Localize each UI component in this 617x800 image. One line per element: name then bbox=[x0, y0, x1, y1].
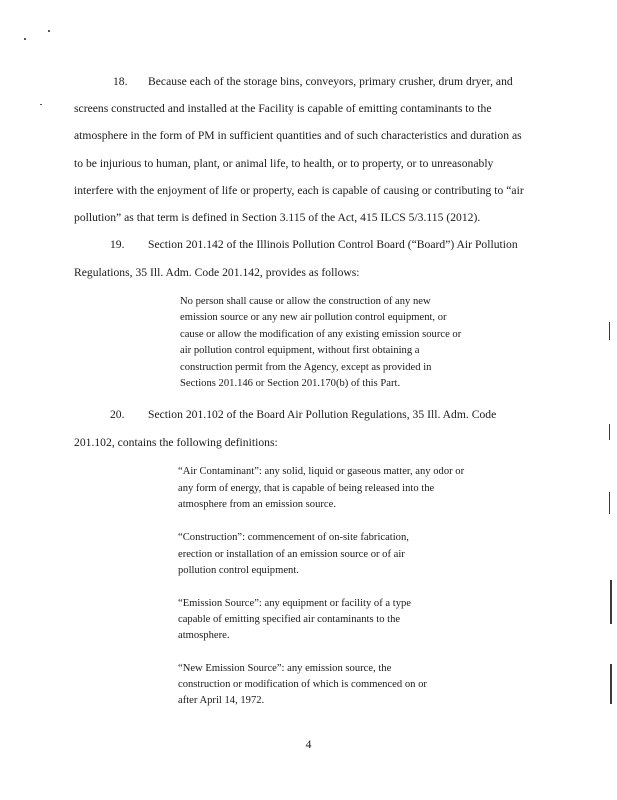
paragraph-20-line: Section 201.102 of the Board Air Pollution Regulations, 35 Ill. Adm. Code bbox=[148, 408, 497, 421]
scan-edge-mark bbox=[609, 492, 610, 514]
definition-air-contaminant: atmosphere from an emission source. bbox=[178, 499, 336, 510]
paragraph-19-number: 19. bbox=[110, 238, 125, 251]
definition-construction: erection or installation of an emission source or of air bbox=[178, 549, 405, 560]
scan-speck bbox=[40, 104, 42, 105]
definition-construction: “Construction”: commencement of on-site fabrication, bbox=[178, 532, 409, 543]
definition-construction: pollution control equipment. bbox=[178, 565, 299, 576]
scan-speck bbox=[24, 38, 26, 40]
quote-line: construction permit from the Agency, except as provided in bbox=[180, 362, 432, 373]
quote-line: emission source or any new air pollution control equipment, or bbox=[180, 312, 447, 323]
paragraph-20-line: 201.102, contains the following definitions: bbox=[74, 436, 278, 449]
scan-edge-mark bbox=[609, 322, 610, 340]
definition-emission-source: “Emission Source”: any equipment or facility of a type bbox=[178, 598, 411, 609]
paragraph-18-line: pollution” as that term is defined in Section 3.115 of the Act, 415 ILCS 5/3.115 (2012). bbox=[74, 211, 481, 224]
paragraph-20-number: 20. bbox=[110, 408, 125, 421]
definition-air-contaminant: any form of energy, that is capable of being released into the bbox=[178, 483, 435, 494]
scan-edge-mark bbox=[610, 664, 612, 704]
paragraph-18-number: 18. bbox=[113, 75, 128, 88]
definition-emission-source: atmosphere. bbox=[178, 630, 230, 641]
paragraph-18-line: to be injurious to human, plant, or animal life, to health, or to property, or to unreasonably bbox=[74, 157, 494, 170]
paragraph-19-line: Section 201.142 of the Illinois Pollution Control Board (“Board”) Air Pollution bbox=[148, 238, 518, 251]
paragraph-18-line: atmosphere in the form of PM in sufficient quantities and of such characteristics and duration as bbox=[74, 129, 522, 142]
definition-new-emission-source: construction or modification of which is commenced on or bbox=[178, 679, 427, 690]
quote-line: Sections 201.146 or Section 201.170(b) of this Part. bbox=[180, 378, 401, 389]
definition-new-emission-source: after April 14, 1972. bbox=[178, 695, 265, 706]
definition-air-contaminant: “Air Contaminant”: any solid, liquid or gaseous matter, any odor or bbox=[178, 466, 465, 477]
paragraph-19-line: Regulations, 35 Ill. Adm. Code 201.142, provides as follows: bbox=[74, 266, 360, 279]
scan-edge-mark bbox=[609, 424, 610, 440]
quote-line: cause or allow the modification of any existing emission source or bbox=[180, 329, 462, 340]
scan-edge-mark bbox=[610, 580, 612, 624]
scan-speck bbox=[48, 30, 50, 32]
paragraph-18-line: screens constructed and installed at the Facility is capable of emitting contaminants to the bbox=[74, 102, 492, 115]
definition-new-emission-source: “New Emission Source”: any emission source, the bbox=[178, 663, 392, 674]
page-number: 4 bbox=[305, 738, 312, 751]
paragraph-18-line: Because each of the storage bins, conveyors, primary crusher, drum dryer, and bbox=[148, 75, 513, 88]
definition-emission-source: capable of emitting specified air contaminants to the bbox=[178, 614, 401, 625]
quote-line: air pollution control equipment, without first obtaining a bbox=[180, 345, 420, 356]
paragraph-18-line: interfere with the enjoyment of life or property, each is capable of causing or contributing to “air bbox=[74, 184, 524, 197]
quote-line: No person shall cause or allow the construction of any new bbox=[180, 296, 431, 307]
